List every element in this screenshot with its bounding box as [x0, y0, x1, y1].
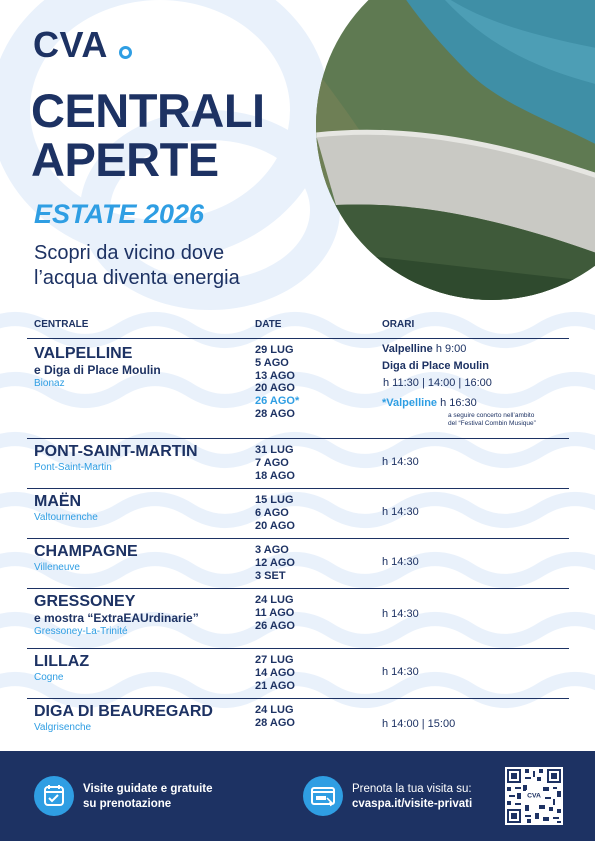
column-header-times: ORARI [382, 319, 415, 330]
concert-note: del “Festival Combin Musique” [448, 420, 536, 427]
visit-date: 31 LUG [255, 444, 294, 456]
table-header [27, 315, 569, 339]
time-value: h 14:30 [382, 556, 419, 568]
plant-name: MAËN [34, 493, 82, 510]
time-label: *Valpelline [382, 397, 438, 409]
plant-subtitle: e Diga di Place Moulin [34, 363, 161, 377]
table-row [27, 699, 569, 745]
date-list [255, 704, 345, 730]
plant-location: Valgrisenche [34, 722, 92, 733]
visit-date: 15 LUG [255, 494, 294, 506]
visit-date: 3 SET [255, 569, 286, 582]
plant-location: Gressoney-La-Trinité [34, 626, 128, 637]
booking-link[interactable]: cvaspa.it/visite-privati [352, 798, 473, 810]
time-value: h 9:00 [435, 343, 467, 355]
date-list [255, 654, 345, 692]
page-title [31, 86, 265, 184]
dam-photo [316, 0, 595, 300]
footer-text-line: Visite guidate e gratuite [83, 783, 213, 795]
concert-note: a seguire concerto nell’ambito [448, 412, 535, 419]
visit-date: 29 LUG [255, 344, 294, 356]
visit-date: 11 AGO [255, 606, 295, 619]
logo-dot-icon [119, 46, 132, 59]
date-list [255, 544, 345, 582]
title-line: CENTRALI [31, 84, 265, 137]
booking-website-icon [303, 776, 343, 816]
plant-location: Bionaz [34, 378, 65, 389]
title-line: APERTE [31, 133, 219, 186]
table-row [27, 489, 569, 539]
visit-date: 14 AGO [255, 666, 295, 679]
visit-date: 5 AGO [255, 356, 289, 369]
tagline-line: Scopri da vicino dove [34, 242, 225, 264]
visit-date: 28 AGO [255, 716, 295, 729]
time-value: h 14:30 [382, 666, 419, 678]
visit-date: 18 AGO [255, 469, 295, 482]
schedule-table [27, 315, 569, 745]
column-header-dates: DATE [255, 319, 282, 330]
plant-location: Cogne [34, 672, 64, 683]
plant-subtitle: e mostra “ExtraEAUrdinarie” [34, 611, 199, 625]
time-block [382, 341, 536, 428]
visit-date: 24 LUG [255, 594, 294, 606]
qr-label: CVA [527, 792, 541, 800]
plant-location: Valtournenche [34, 512, 98, 523]
tagline-line: l’acqua diventa energia [34, 267, 240, 289]
table-row [27, 589, 569, 649]
visit-date: 6 AGO [255, 506, 289, 519]
table-row [27, 439, 569, 489]
date-list [255, 594, 345, 632]
plant-name: CHAMPAGNE [34, 543, 138, 560]
time-value: h 14:30 [382, 456, 419, 468]
visit-date: 24 LUG [255, 704, 294, 716]
tagline [34, 241, 314, 291]
visit-date: 26 AGO [255, 619, 295, 632]
visit-date: 13 AGO [255, 369, 295, 382]
plant-location: Pont-Saint-Martin [34, 462, 112, 473]
visit-date: 21 AGO [255, 679, 295, 692]
time-value: h 11:30 | 14:00 | 16:00 [383, 377, 492, 389]
footer-text-line: su prenotazione [83, 798, 172, 810]
date-list [255, 494, 345, 532]
date-list [255, 444, 345, 482]
time-label: Valpelline [382, 343, 433, 355]
visit-date: 27 LUG [255, 654, 294, 666]
visit-date: 3 AGO [255, 544, 289, 556]
column-header-plant: CENTRALE [34, 319, 89, 330]
time-value: h 14:30 [382, 608, 419, 620]
visit-date: 20 AGO [255, 519, 295, 532]
plant-location: Villeneuve [34, 562, 80, 573]
plant-name: VALPELLINE [34, 345, 133, 362]
table-row [27, 339, 569, 439]
time-value: h 14:00 | 15:00 [382, 718, 456, 730]
visit-date: 28 AGO [255, 407, 295, 420]
table-row [27, 649, 569, 699]
visit-date: 7 AGO [255, 456, 289, 469]
qr-code-icon[interactable] [505, 767, 563, 825]
time-value: h 14:30 [382, 506, 419, 518]
date-list [255, 344, 345, 421]
footer-text-line: Prenota la tua visita su: [352, 783, 472, 795]
plant-name: GRESSONEY [34, 593, 136, 610]
cva-logo: CVA [33, 24, 108, 65]
footer-free-tours-text [83, 782, 213, 812]
footer-booking-text [352, 782, 472, 812]
visit-date-concert: 26 AGO* [255, 395, 300, 408]
calendar-check-icon [34, 776, 74, 816]
time-value: h 16:30 [440, 397, 477, 409]
season-label: ESTATE 2026 [34, 199, 205, 229]
plant-name: LILLAZ [34, 653, 90, 670]
visit-date: 20 AGO [255, 382, 295, 395]
time-label: Diga di Place Moulin [382, 360, 489, 372]
plant-name: DIGA DI BEAUREGARD [34, 703, 213, 720]
plant-name: PONT-SAINT-MARTIN [34, 443, 198, 460]
visit-date: 12 AGO [255, 556, 295, 569]
table-row [27, 539, 569, 589]
